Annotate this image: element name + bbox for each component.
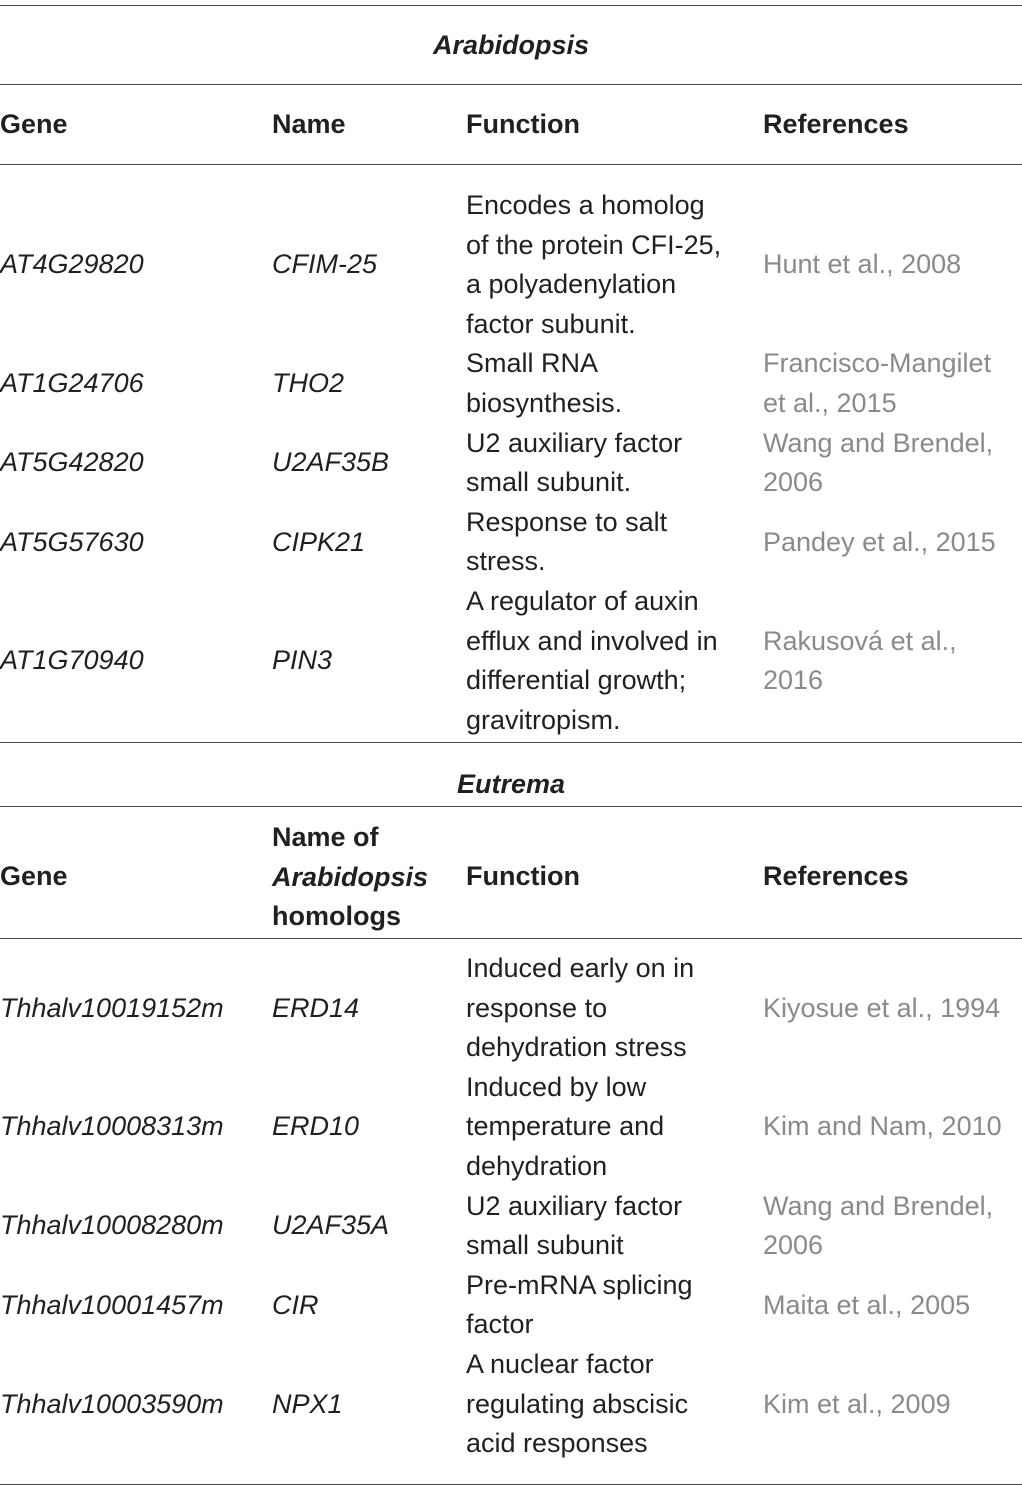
gene-id-cell-text: AT4G29820 [0, 249, 144, 280]
gene-id-cell-text: AT5G42820 [0, 447, 144, 478]
function-cell [466, 1187, 682, 1266]
header-name: Name [272, 109, 346, 139]
reference-cell [763, 1068, 1002, 1187]
gene-name-cell [272, 582, 332, 740]
gene-name-cell [272, 1345, 343, 1464]
function-cell-line: Encodes a homolog [466, 190, 705, 220]
gene-name-cell [272, 949, 359, 1068]
function-cell-line: gravitropism. [466, 704, 621, 735]
reference-cell [763, 582, 957, 740]
function-cell-line: factor [466, 1309, 534, 1340]
reference-cell-line: Francisco-Mangilet [763, 348, 992, 379]
reference-cell [763, 1266, 970, 1345]
function-cell [466, 1345, 688, 1464]
header-name-line1: Name of [272, 822, 379, 852]
gene-id-cell-text: AT1G24706 [0, 368, 144, 399]
header-references: References [763, 109, 909, 139]
arabidopsis-header-rule [0, 164, 1022, 165]
function-cell [466, 949, 694, 1068]
gene-name-cell-text: CIPK21 [272, 526, 366, 557]
header-function: Function [466, 109, 580, 139]
reference-cell-line: Maita et al., 2005 [763, 1289, 971, 1320]
reference-cell [763, 503, 996, 582]
reference-cell [763, 344, 991, 423]
gene-id-cell-text: AT5G57630 [0, 526, 144, 557]
reference-cell-line: Pandey et al., 2015 [763, 526, 996, 557]
function-cell-line: Small RNA [466, 348, 599, 379]
function-cell-line: a polyadenylation [466, 269, 677, 300]
function-cell-line: Pre-mRNA splicing [466, 1269, 693, 1300]
gene-id-cell [0, 1068, 224, 1187]
eutrema-section-title: Eutrema [456, 769, 566, 799]
gene-name-cell-text: THO2 [272, 368, 345, 399]
header-name-of-homologs [272, 818, 428, 937]
function-cell-line: stress. [466, 546, 546, 577]
function-cell-line: U2 auxiliary factor [466, 1190, 683, 1221]
gene-id-cell [0, 503, 144, 582]
function-cell [466, 582, 718, 740]
gene-name-cell [272, 1266, 319, 1345]
gene-name-cell-text: ERD14 [272, 992, 360, 1023]
gene-name-cell-text: U2AF35B [272, 447, 390, 478]
gene-id-cell [0, 186, 144, 344]
gene-id-cell [0, 1266, 224, 1345]
function-cell-line: Induced early on in [466, 953, 695, 983]
reference-cell-line: Hunt et al., 2008 [763, 249, 962, 280]
reference-cell-line: 2016 [763, 665, 824, 696]
header-references-eutrema: References [763, 861, 909, 891]
function-cell-line: dehydration [466, 1150, 608, 1181]
gene-id-cell [0, 344, 144, 423]
eutrema-title-rule [0, 806, 1022, 807]
reference-cell [763, 186, 961, 344]
header-name-line2: Arabidopsis [272, 861, 429, 892]
function-cell-line: differential growth; [466, 665, 687, 696]
gene-id-cell [0, 1345, 224, 1464]
reference-cell [763, 1345, 951, 1464]
gene-name-cell [272, 1187, 389, 1266]
reference-cell [763, 1187, 993, 1266]
reference-cell-line: 2006 [763, 1230, 824, 1261]
gene-id-cell-text: AT1G70940 [0, 645, 144, 676]
gene-id-cell-text: Thhalv10008280m [0, 1210, 224, 1241]
gene-name-cell-text: PIN3 [272, 645, 333, 676]
arabidopsis-section-title: Arabidopsis [432, 30, 590, 60]
function-cell [466, 344, 622, 423]
function-cell-line: U2 auxiliary factor [466, 427, 683, 458]
function-cell-line: factor subunit. [466, 308, 636, 339]
header-function-eutrema: Function [466, 861, 580, 891]
function-cell-line: A regulator of auxin [466, 586, 699, 616]
function-cell-line: regulating abscisic [466, 1388, 689, 1419]
function-cell-line: small subunit. [466, 467, 632, 498]
gene-name-cell-text: CIR [272, 1289, 319, 1320]
gene-name-cell [272, 424, 389, 503]
reference-cell-line: Rakusová et al., [763, 625, 957, 656]
gene-id-cell [0, 1187, 224, 1266]
gene-id-cell [0, 949, 224, 1068]
gene-id-cell-text: Thhalv10019152m [0, 992, 224, 1023]
gene-id-cell-text: Thhalv10008313m [0, 1111, 224, 1142]
function-cell-line: response to [466, 992, 608, 1023]
function-cell-line: small subunit [466, 1230, 624, 1261]
function-cell [466, 1068, 664, 1187]
reference-cell-line: Kim and Nam, 2010 [763, 1111, 1002, 1142]
gene-id-cell-text: Thhalv10001457m [0, 1289, 224, 1320]
function-cell-line: acid responses [466, 1428, 648, 1459]
eutrema-header-rule [0, 938, 1022, 939]
gene-id-cell [0, 424, 144, 503]
table-bottom-rule [0, 1484, 1022, 1485]
header-name-line3: homologs [272, 901, 401, 932]
arabidopsis-title-rule [0, 84, 1022, 85]
function-cell-line: biosynthesis. [466, 387, 623, 418]
gene-name-cell [272, 1068, 359, 1187]
reference-cell-line: Kim et al., 2009 [763, 1388, 951, 1419]
function-cell-line: of the protein CFI-25, [466, 229, 722, 260]
section-divider-rule [0, 742, 1022, 743]
function-cell-line: Induced by low [466, 1071, 647, 1102]
gene-name-cell-text: ERD10 [272, 1111, 360, 1142]
gene-name-cell [272, 344, 344, 423]
function-cell [466, 186, 721, 344]
reference-cell [763, 949, 1000, 1068]
function-cell [466, 503, 667, 582]
function-cell [466, 1266, 693, 1345]
function-cell [466, 424, 682, 503]
gene-name-cell-text: NPX1 [272, 1388, 343, 1419]
header-gene: Gene [0, 109, 68, 139]
gene-name-cell-text: U2AF35A [272, 1210, 390, 1241]
reference-cell-line: 2006 [763, 467, 824, 498]
function-cell-line: temperature and [466, 1111, 665, 1142]
gene-id-cell-text: Thhalv10003590m [0, 1388, 224, 1419]
function-cell-line: Response to salt [466, 506, 668, 537]
reference-cell-line: Kiyosue et al., 1994 [763, 992, 1001, 1023]
table-top-rule [0, 5, 1022, 6]
function-cell-line: dehydration stress [466, 1032, 687, 1063]
header-gene-eutrema: Gene [0, 861, 68, 891]
function-cell-line: efflux and involved in [466, 625, 718, 656]
reference-cell-line: et al., 2015 [763, 387, 897, 418]
gene-id-cell [0, 582, 144, 740]
reference-cell-line: Wang and Brendel, [763, 427, 994, 458]
reference-cell-line: Wang and Brendel, [763, 1190, 994, 1221]
gene-name-cell [272, 186, 377, 344]
gene-name-cell [272, 503, 365, 582]
gene-name-cell-text: CFIM-25 [272, 249, 378, 280]
function-cell-line: A nuclear factor [466, 1349, 654, 1379]
reference-cell [763, 424, 993, 503]
